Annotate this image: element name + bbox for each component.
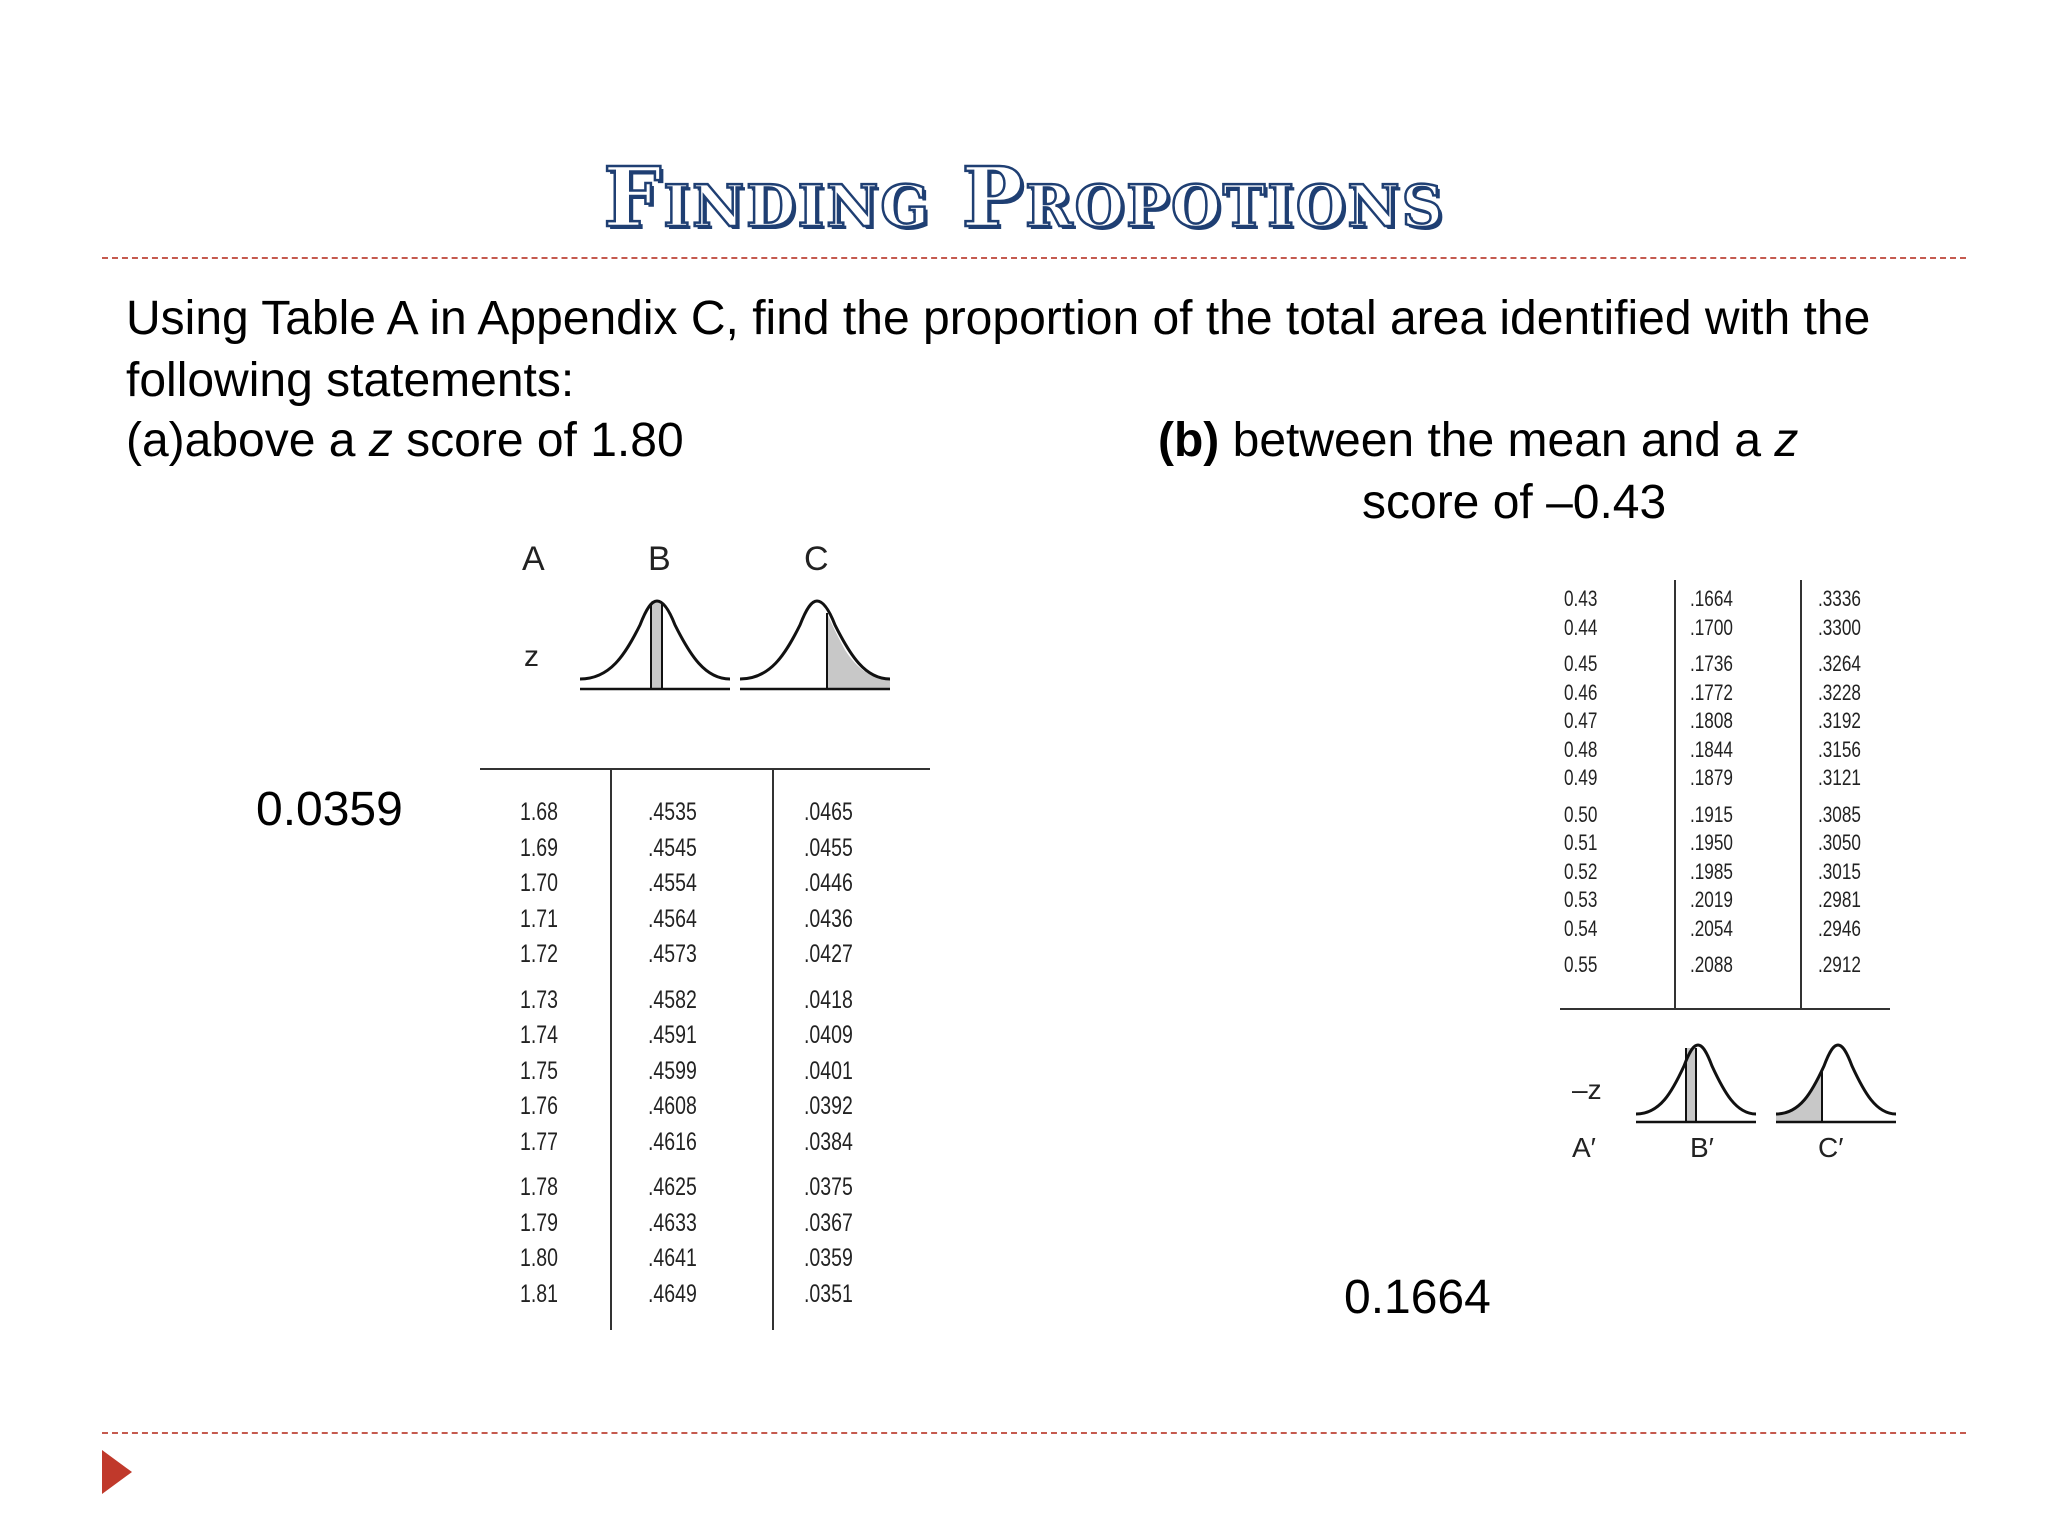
table_a-cell: .4582 (648, 985, 697, 1014)
table_b-cell: .2054 (1690, 915, 1733, 941)
table_a-cell: .4554 (648, 869, 697, 897)
question-b (1158, 410, 1798, 472)
table_b-cell: .2946 (1818, 915, 1861, 941)
table_b-cell: 0.51 (1564, 830, 1598, 855)
question-a-prefix: (a)above a (126, 414, 369, 467)
bottom-divider (102, 1432, 1966, 1434)
table_b-cell: .2912 (1818, 952, 1861, 977)
question-b-text: between the mean and a (1219, 414, 1775, 467)
table_a-cell: .0436 (804, 904, 853, 933)
table_b-cell: 0.52 (1564, 858, 1598, 884)
table_b-cell: .2981 (1818, 887, 1861, 912)
table_b-cell: .3156 (1818, 736, 1861, 762)
table_b-cell: .1700 (1690, 614, 1733, 640)
table_a-cell: 1.71 (520, 904, 558, 933)
question-a-var: z (368, 414, 393, 467)
question-b-continuation: score of –0.43 (1362, 476, 1667, 529)
table_b-cell: .1985 (1690, 858, 1733, 884)
table_b-cell: .3121 (1818, 765, 1861, 790)
table_b-cell: .3336 (1818, 586, 1861, 611)
table_a-cell: 1.81 (520, 1279, 558, 1308)
table_b-cell: .1915 (1690, 801, 1733, 827)
table-a-header-a: A (522, 540, 545, 578)
table_a-cell: .4599 (648, 1056, 697, 1085)
table_b-cell: 0.55 (1564, 952, 1598, 977)
table_b-cell: 0.54 (1564, 915, 1598, 941)
table_a-cell: 1.76 (520, 1092, 558, 1120)
table_a-cell: .0418 (804, 985, 853, 1014)
table_a-cell: .4608 (648, 1092, 697, 1120)
table_b-cell: .3264 (1818, 651, 1861, 676)
table_b-cell: .1950 (1690, 830, 1733, 855)
triangle-right-icon (102, 1450, 132, 1494)
table_a-cell: .0384 (804, 1127, 853, 1156)
table_a-cell: .4616 (648, 1127, 697, 1156)
table_a-cell: .4625 (648, 1173, 697, 1201)
table_a-cell: .0359 (804, 1244, 853, 1272)
table_a-cell: .4564 (648, 904, 697, 933)
table-b-excerpt (1560, 580, 1920, 1180)
table-a-excerpt (480, 540, 930, 1330)
bell-curve-c-icon (740, 595, 890, 685)
table-b-z-label: –z (1572, 1074, 1602, 1105)
table_a-cell: 1.73 (520, 985, 558, 1014)
table_b-cell: 0.46 (1564, 679, 1598, 705)
answer-a: 0.0359 (256, 783, 403, 836)
table_b-cell: .3300 (1818, 614, 1861, 640)
table_a-cell: .4591 (648, 1021, 697, 1049)
table_b-cell: .2019 (1690, 887, 1733, 912)
table_a-cell: .4633 (648, 1208, 697, 1237)
table_a-cell: 1.79 (520, 1208, 558, 1237)
table-b-divider-2 (1800, 580, 1802, 1010)
table_b-cell: .2088 (1690, 952, 1733, 977)
table_b-cell: .3192 (1818, 708, 1861, 733)
question-a (126, 410, 684, 472)
table_a-cell: .0409 (804, 1021, 853, 1049)
table_a-cell: .0401 (804, 1056, 853, 1085)
answer-b: 0.1664 (1344, 1271, 1491, 1324)
table_a-cell: 1.72 (520, 940, 558, 968)
table_a-cell: 1.77 (520, 1127, 558, 1156)
table-a-z-label: z (524, 640, 539, 673)
table_b-cell: 0.43 (1564, 586, 1598, 611)
table_b-cell: .1772 (1690, 679, 1733, 705)
table-b-header-b: B′ (1690, 1132, 1714, 1163)
table_a-cell: 1.75 (520, 1056, 558, 1085)
table_b-cell: 0.50 (1564, 801, 1598, 827)
table_a-cell: .0375 (804, 1173, 853, 1201)
table-a-divider-1 (610, 768, 612, 1330)
table_b-cell: 0.48 (1564, 736, 1598, 762)
question-b-label: (b) (1158, 414, 1220, 467)
table_a-cell: 1.68 (520, 798, 558, 826)
table_a-cell: .4641 (648, 1244, 697, 1272)
table_a-cell: .4535 (648, 798, 697, 826)
question-b-var: z (1774, 414, 1799, 467)
slide-title: Finding Propotions (603, 150, 1445, 246)
table_a-cell: 1.80 (520, 1244, 558, 1272)
table_a-cell: .0427 (804, 940, 853, 968)
bell-curve-b-prime-icon (1636, 1040, 1756, 1122)
table_a-cell: 1.70 (520, 869, 558, 897)
table_a-cell: 1.78 (520, 1173, 558, 1201)
table_b-cell: 0.45 (1564, 651, 1598, 676)
table_b-cell: .3050 (1818, 830, 1861, 855)
table-b-header-a: A′ (1572, 1132, 1596, 1163)
intro-text: Using Table A in Appendix C, find the proportion of the total area identified with the following statements: (126, 292, 1871, 407)
table_b-cell: 0.47 (1564, 708, 1598, 733)
table_b-cell: .1808 (1690, 708, 1733, 733)
table_b-cell: .1879 (1690, 765, 1733, 790)
table_b-cell: 0.49 (1564, 765, 1598, 790)
table_b-cell: .1664 (1690, 586, 1733, 611)
top-divider (102, 257, 1966, 259)
table_a-cell: .0446 (804, 869, 853, 897)
table_a-cell: .0455 (804, 833, 853, 862)
question-a-suffix: score of 1.80 (392, 414, 684, 467)
table_b-cell: .1844 (1690, 736, 1733, 762)
table-b-divider-1 (1674, 580, 1676, 1010)
table-a-header-c: C (804, 540, 829, 578)
table_a-cell: .4545 (648, 833, 697, 862)
table-b-header-c: C′ (1818, 1132, 1844, 1163)
table_b-cell: .3228 (1818, 679, 1861, 705)
table-a-top-rule (480, 768, 930, 770)
table_a-cell: .4649 (648, 1279, 697, 1308)
bell-curve-c-prime-icon (1776, 1040, 1896, 1122)
table_a-cell: .0465 (804, 798, 853, 826)
table_a-cell: .0367 (804, 1208, 853, 1237)
table-a-header-b: B (648, 540, 671, 578)
table-a-divider-2 (772, 768, 774, 1330)
table-b-bottom-rule (1560, 1008, 1890, 1010)
table_b-cell: 0.44 (1564, 614, 1598, 640)
bell-curve-b-icon (580, 595, 730, 685)
table_a-cell: .0392 (804, 1092, 853, 1120)
table_b-cell: .3015 (1818, 858, 1861, 884)
table_a-cell: 1.74 (520, 1021, 558, 1049)
table_a-cell: 1.69 (520, 833, 558, 862)
table_b-cell: 0.53 (1564, 887, 1598, 912)
table_b-cell: .3085 (1818, 801, 1861, 827)
table_a-cell: .4573 (648, 940, 697, 968)
table_b-cell: .1736 (1690, 651, 1733, 676)
table_a-cell: .0351 (804, 1279, 853, 1308)
